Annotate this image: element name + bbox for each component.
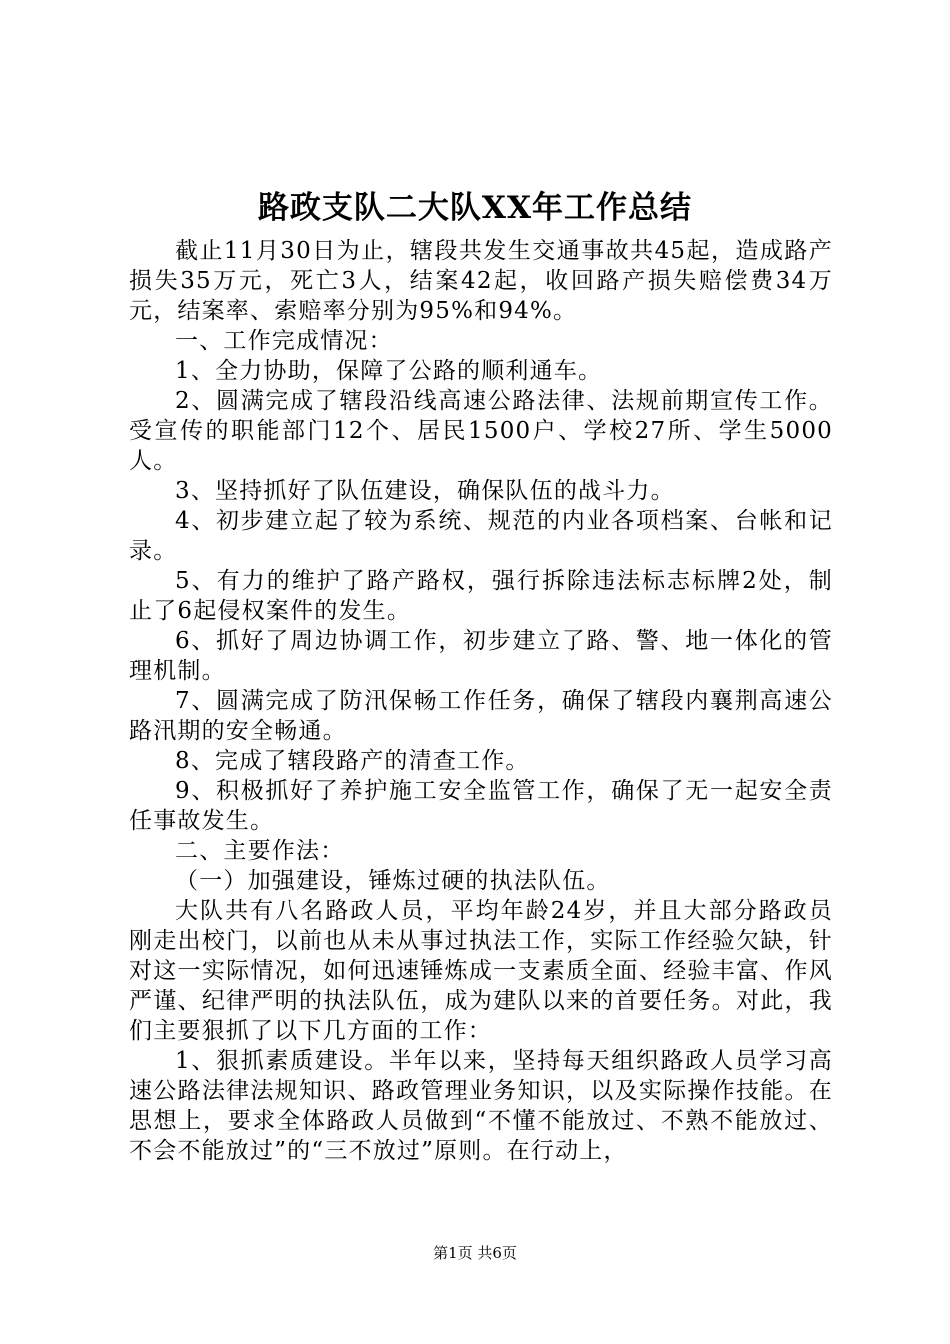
document-body — [129, 236, 833, 1166]
list-item: 5、有力的维护了路产路权，强行拆除违法标志标牌2处，制止了6起侵权案件的发生。 — [129, 568, 833, 624]
paragraph-summary: 截止11月30日为止，辖段共发生交通事故共45起，造成路产损失35万元，死亡3人，结案42起，收回路产损失赔偿费34万元，结案率、索赔率分别为95%和94%。 — [129, 238, 833, 324]
list-item: 6、抓好了周边协调工作，初步建立了路、警、地一体化的管理机制。 — [129, 628, 833, 684]
subsection-heading: （一）加强建设，锤炼过硬的执法队伍。 — [175, 868, 611, 894]
paragraph-team: 大队共有八名路政人员，平均年龄24岁，并且大部分路政员刚走出校门，以前也从未从事过执法工作，实际工作经验欠缺，针对这一实际情况，如何迅速锤炼成一支素质全面、经验丰富、作风严谨、纪律严明的执法队伍，成为建队以来的首要任务。对此，我们主要狠抓了以下几方面的工作： — [129, 898, 833, 1044]
list-item: 4、初步建立起了较为系统、规范的内业各项档案、台帐和记录。 — [129, 508, 833, 564]
paragraph-quality: 1、狠抓素质建设。半年以来，坚持每天组织路政人员学习高速公路法律法规知识、路政管理业务知识，以及实际操作技能。在思想上，要求全体路政人员做到“不懂不能放过、不熟不能放过、不会不能放过”的“三不放过”原则。在行动上， — [129, 1048, 833, 1164]
list-item: 1、全力协助，保障了公路的顺利通车。 — [175, 358, 603, 384]
section-heading-methods: 二、主要作法： — [175, 838, 345, 864]
list-item: 3、坚持抓好了队伍建设，确保队伍的战斗力。 — [175, 478, 675, 504]
document-title: 路政支队二大队XX年工作总结 — [257, 190, 693, 226]
section-heading-work-status: 一、工作完成情况： — [175, 328, 393, 354]
list-item: 2、圆满完成了辖段沿线高速公路法律、法规前期宣传工作。受宣传的职能部门12个、居民1500户、学校27所、学生5000人。 — [129, 388, 833, 474]
list-item: 9、积极抓好了养护施工安全监管工作，确保了无一起安全责任事故发生。 — [129, 778, 833, 834]
page-footer: 第1页 共6页 — [433, 1244, 517, 1262]
list-item: 7、圆满完成了防汛保畅工作任务，确保了辖段内襄荆高速公路汛期的安全畅通。 — [129, 688, 833, 744]
list-item: 8、完成了辖段路产的清查工作。 — [175, 748, 530, 774]
